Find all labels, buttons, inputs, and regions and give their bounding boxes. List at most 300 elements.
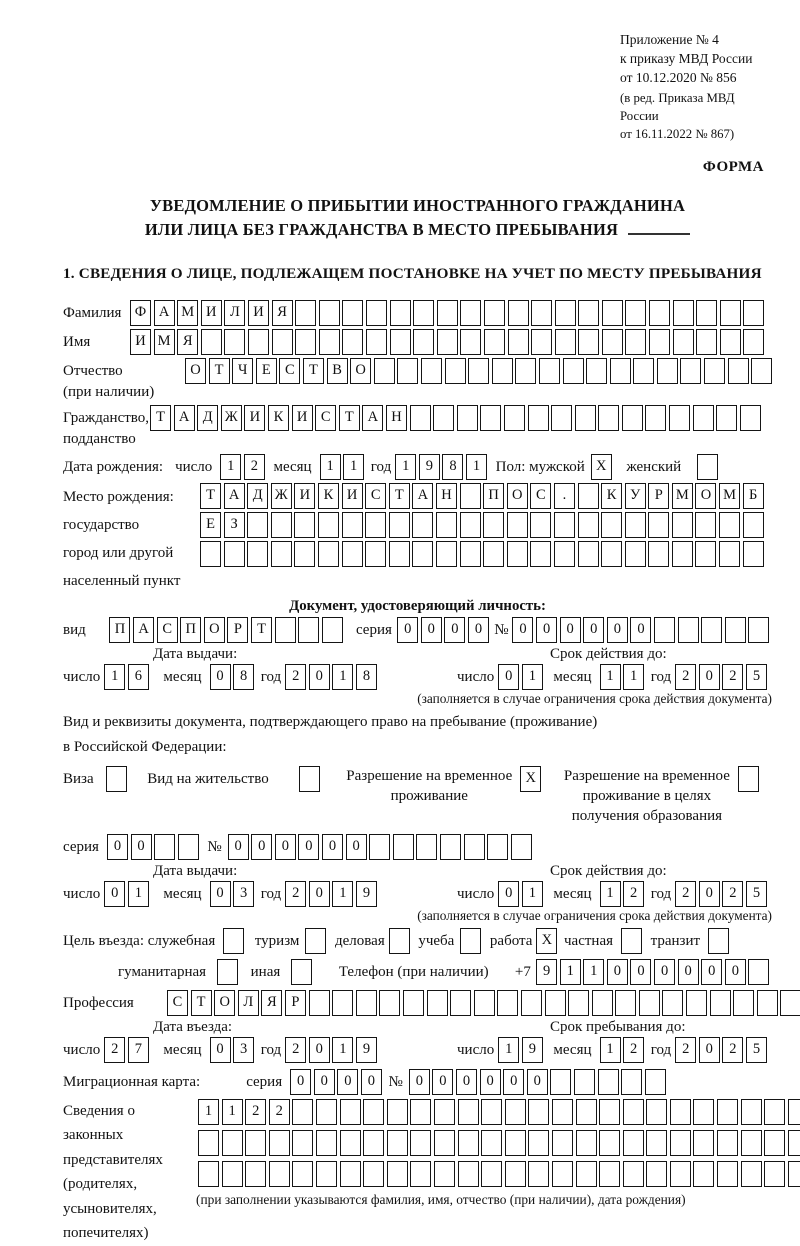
- representatives-labels: [63, 1099, 163, 1246]
- char-box: [481, 1130, 502, 1156]
- char-box: 2: [285, 664, 306, 690]
- char-box: [578, 483, 599, 509]
- appendix-line: Приложение № 4: [620, 32, 719, 47]
- day-label: число: [63, 669, 101, 686]
- char-box: 9: [356, 881, 377, 907]
- char-box: [436, 512, 457, 538]
- char-box: X: [536, 928, 557, 954]
- purpose-transit-label: транзит: [650, 932, 701, 949]
- representatives-label: Сведения о: [63, 1102, 135, 1119]
- char-box: [552, 1099, 573, 1125]
- representatives-row3: [198, 1161, 800, 1187]
- char-box: [316, 1099, 337, 1125]
- char-box: [578, 329, 599, 355]
- char-box: [412, 541, 433, 567]
- char-box: [645, 405, 666, 431]
- char-box: [511, 834, 532, 860]
- birth-date-label: Дата рождения:: [63, 459, 164, 476]
- char-box: 2: [104, 1037, 125, 1063]
- char-box: Л: [238, 990, 259, 1016]
- char-box: И: [201, 300, 222, 326]
- identity-valid-group: [415, 646, 772, 690]
- char-box: [672, 541, 693, 567]
- char-box: [318, 541, 339, 567]
- valid-month-boxes: [600, 664, 647, 690]
- char-box: 0: [503, 1069, 524, 1095]
- char-box: 2: [269, 1099, 290, 1125]
- year-label: год: [260, 669, 282, 686]
- char-box: [460, 300, 481, 326]
- char-box: [397, 358, 418, 384]
- year-label: год: [260, 1041, 282, 1058]
- char-box: И: [244, 405, 265, 431]
- char-box: [575, 405, 596, 431]
- char-box: 0: [498, 664, 519, 690]
- res-issue-year-boxes: [285, 881, 379, 907]
- char-box: Я: [272, 300, 293, 326]
- char-box: [223, 928, 244, 954]
- char-box: 0: [322, 834, 343, 860]
- birth-year-boxes: [395, 454, 489, 480]
- char-box: [693, 1099, 714, 1125]
- char-box: [623, 1161, 644, 1187]
- char-box: А: [412, 483, 433, 509]
- residence-valid-group: [415, 863, 772, 907]
- char-box: [788, 1161, 800, 1187]
- char-box: 0: [107, 834, 128, 860]
- day-label: число: [175, 459, 213, 476]
- edu-residence-label: Разрешение на временное проживание в целях получения образования: [563, 767, 730, 824]
- month-label: месяц: [553, 1041, 592, 1058]
- char-box: 1: [222, 1099, 243, 1125]
- char-box: Р: [227, 617, 248, 643]
- char-box: 0: [699, 1037, 720, 1063]
- char-box: 0: [527, 1069, 548, 1095]
- char-box: [342, 300, 363, 326]
- stay-until-heading: Срок пребывания до:: [550, 1018, 686, 1035]
- purpose-label: Цель въезда: служебная: [63, 932, 216, 949]
- char-box: [217, 959, 238, 985]
- char-box: [365, 541, 386, 567]
- char-box: 1: [466, 454, 487, 480]
- char-box: [648, 512, 669, 538]
- char-box: [741, 1099, 762, 1125]
- char-box: [363, 1161, 384, 1187]
- char-box: [474, 990, 495, 1016]
- residence-permit-label: Вид на жительство: [147, 770, 269, 787]
- birth-place-labels: [63, 483, 200, 595]
- char-box: [403, 990, 424, 1016]
- char-box: О: [350, 358, 371, 384]
- char-box: О: [204, 617, 225, 643]
- month-label: месяц: [553, 885, 592, 902]
- char-box: 0: [498, 881, 519, 907]
- char-box: [178, 834, 199, 860]
- char-box: [550, 1069, 571, 1095]
- option-temp-residence: [346, 766, 544, 806]
- char-box: 0: [456, 1069, 477, 1095]
- identity-issue-group: [63, 646, 415, 690]
- char-box: 2: [285, 1037, 306, 1063]
- char-box: [460, 329, 481, 355]
- char-box: [483, 512, 504, 538]
- char-box: [531, 300, 552, 326]
- char-box: [387, 1099, 408, 1125]
- issue-year-boxes: [285, 664, 379, 690]
- char-box: [458, 1099, 479, 1125]
- char-box: [586, 358, 607, 384]
- field-representatives: [63, 1099, 772, 1246]
- char-box: [322, 617, 343, 643]
- number-label: №: [207, 838, 222, 855]
- char-box: [574, 1069, 595, 1095]
- char-box: 0: [309, 1037, 330, 1063]
- valid-until-heading: Срок действия до:: [550, 646, 667, 663]
- char-box: [247, 541, 268, 567]
- char-box: [440, 834, 461, 860]
- char-box: [625, 300, 646, 326]
- char-box: 0: [409, 1069, 430, 1095]
- purpose-study-checkbox: [460, 928, 484, 954]
- citizenship-sublabel: подданство: [63, 431, 136, 448]
- char-box: Т: [191, 990, 212, 1016]
- entry-month-boxes: [210, 1037, 257, 1063]
- field-identity-doc: [63, 617, 772, 643]
- char-box: К: [318, 483, 339, 509]
- char-box: [427, 990, 448, 1016]
- month-label: месяц: [163, 885, 202, 902]
- char-box: [748, 617, 769, 643]
- char-box: [601, 512, 622, 538]
- char-box: 2: [675, 881, 696, 907]
- char-box: [670, 1161, 691, 1187]
- char-box: [646, 1130, 667, 1156]
- entry-year-boxes: [285, 1037, 379, 1063]
- migration-number-boxes: [409, 1069, 669, 1095]
- char-box: [528, 1099, 549, 1125]
- char-box: 0: [560, 617, 581, 643]
- char-box: А: [174, 405, 195, 431]
- char-box: [719, 541, 740, 567]
- visa-label: Виза: [63, 770, 94, 787]
- char-box: Т: [200, 483, 221, 509]
- birth-place-row1: [200, 483, 772, 509]
- char-box: 5: [746, 881, 767, 907]
- char-box: [751, 358, 772, 384]
- char-box: [363, 1130, 384, 1156]
- char-box: [678, 617, 699, 643]
- char-box: С: [157, 617, 178, 643]
- char-box: [224, 541, 245, 567]
- char-box: [319, 300, 340, 326]
- doc-kind-label: вид: [63, 622, 86, 639]
- residence-permit-checkbox: [291, 766, 323, 792]
- birth-place-row2: [200, 512, 772, 538]
- char-box: [717, 1161, 738, 1187]
- char-box: [106, 766, 127, 792]
- char-box: А: [133, 617, 154, 643]
- residence-issue-group: [63, 863, 415, 907]
- valid-day-boxes: [498, 664, 545, 690]
- char-box: [340, 1161, 361, 1187]
- char-box: [410, 405, 431, 431]
- char-box: [720, 300, 741, 326]
- representatives-label: (родителях,: [63, 1176, 138, 1193]
- char-box: [720, 329, 741, 355]
- issue-day-boxes: [104, 664, 151, 690]
- char-box: [483, 541, 504, 567]
- char-box: [292, 1099, 313, 1125]
- char-box: [701, 617, 722, 643]
- sex-male-checkbox: [591, 454, 615, 480]
- char-box: [294, 541, 315, 567]
- char-box: [316, 1130, 337, 1156]
- char-box: [555, 329, 576, 355]
- char-box: [716, 405, 737, 431]
- char-box: А: [362, 405, 383, 431]
- char-box: [599, 1099, 620, 1125]
- char-box: С: [365, 483, 386, 509]
- char-box: [269, 1130, 290, 1156]
- char-box: [670, 1099, 691, 1125]
- char-box: [740, 405, 761, 431]
- char-box: [693, 1161, 714, 1187]
- char-box: [200, 541, 221, 567]
- char-box: 0: [444, 617, 465, 643]
- char-box: 0: [536, 617, 557, 643]
- char-box: [366, 300, 387, 326]
- form-body: [63, 300, 772, 1246]
- title-blank-underline: [628, 219, 690, 235]
- char-box: [492, 358, 513, 384]
- char-box: Е: [200, 512, 221, 538]
- char-box: 0: [421, 617, 442, 643]
- char-box: [623, 1130, 644, 1156]
- char-box: [450, 990, 471, 1016]
- char-box: [741, 1130, 762, 1156]
- res-valid-year-boxes: [675, 881, 769, 907]
- char-box: [598, 405, 619, 431]
- char-box: [639, 990, 660, 1016]
- char-box: [521, 990, 542, 1016]
- char-box: [695, 541, 716, 567]
- valid-year-boxes: [675, 664, 769, 690]
- year-label: год: [260, 885, 282, 902]
- residence-doc-heading1: Вид и реквизиты документа, подтверждающего право на пребывание (проживание): [63, 714, 598, 731]
- char-box: [247, 512, 268, 538]
- char-box: [646, 1161, 667, 1187]
- char-box: Т: [303, 358, 324, 384]
- char-box: 9: [356, 1037, 377, 1063]
- issue-date-heading: Дата выдачи:: [153, 862, 238, 879]
- char-box: 0: [432, 1069, 453, 1095]
- char-box: [272, 329, 293, 355]
- char-box: [379, 990, 400, 1016]
- char-box: [598, 1069, 619, 1095]
- char-box: [460, 483, 481, 509]
- char-box: С: [530, 483, 551, 509]
- char-box: [365, 512, 386, 538]
- patronymic-boxes: [185, 358, 775, 384]
- char-box: 0: [337, 1069, 358, 1095]
- char-box: [576, 1099, 597, 1125]
- visa-checkbox: [98, 766, 130, 792]
- char-box: [480, 405, 501, 431]
- char-box: [788, 1130, 800, 1156]
- phone-prefix: +7: [514, 963, 531, 980]
- residence-doc-series-number: [63, 834, 772, 860]
- res-valid-month-boxes: [600, 881, 647, 907]
- option-residence-permit: [147, 766, 322, 792]
- char-box: [780, 990, 800, 1016]
- doc-series-boxes: [397, 617, 491, 643]
- res-issue-month-boxes: [210, 881, 257, 907]
- birth-place-label: населенный пункт: [63, 573, 181, 590]
- char-box: 0: [699, 664, 720, 690]
- purpose-other-label: иная: [250, 963, 281, 980]
- appendix-reference: [620, 30, 772, 87]
- stay-until-group: [415, 1019, 772, 1063]
- char-box: [389, 928, 410, 954]
- patronymic-label: Отчество: [63, 363, 123, 380]
- representatives-label: усыновителях,: [63, 1200, 157, 1217]
- char-box: 1: [395, 454, 416, 480]
- char-box: [342, 541, 363, 567]
- char-box: Д: [247, 483, 268, 509]
- year-label: год: [650, 1041, 672, 1058]
- char-box: [733, 990, 754, 1016]
- form-title-line1: УВЕДОМЛЕНИЕ О ПРИБЫТИИ ИНОСТРАННОГО ГРАЖДАНИНА: [149, 196, 686, 216]
- char-box: [578, 541, 599, 567]
- char-box: 0: [468, 617, 489, 643]
- char-box: [271, 512, 292, 538]
- char-box: [410, 1099, 431, 1125]
- char-box: [743, 541, 764, 567]
- char-box: К: [268, 405, 289, 431]
- char-box: В: [327, 358, 348, 384]
- char-box: [648, 541, 669, 567]
- char-box: М: [177, 300, 198, 326]
- residence-series-boxes: [107, 834, 201, 860]
- residence-doc-options: [63, 766, 772, 826]
- residence-doc-heading2: в Российской Федерации:: [63, 739, 227, 756]
- char-box: [410, 1130, 431, 1156]
- char-box: 0: [607, 959, 628, 985]
- char-box: [434, 1161, 455, 1187]
- char-box: [457, 405, 478, 431]
- char-box: 0: [361, 1069, 382, 1095]
- month-label: месяц: [273, 459, 312, 476]
- char-box: [445, 358, 466, 384]
- char-box: Е: [256, 358, 277, 384]
- char-box: [673, 329, 694, 355]
- char-box: [695, 512, 716, 538]
- char-box: [539, 358, 560, 384]
- char-box: [528, 1161, 549, 1187]
- char-box: [468, 358, 489, 384]
- char-box: 0: [630, 959, 651, 985]
- field-profession: [63, 990, 772, 1016]
- char-box: [460, 512, 481, 538]
- day-label: число: [63, 1041, 101, 1058]
- entry-date-heading: Дата въезда:: [153, 1018, 233, 1035]
- char-box: [545, 990, 566, 1016]
- char-box: [507, 541, 528, 567]
- char-box: 0: [298, 834, 319, 860]
- char-box: [568, 990, 589, 1016]
- char-box: 0: [228, 834, 249, 860]
- char-box: [437, 329, 458, 355]
- forma-label: ФОРМА: [702, 159, 764, 176]
- char-box: [481, 1099, 502, 1125]
- char-box: [599, 1161, 620, 1187]
- issue-date-heading: Дата выдачи:: [153, 646, 238, 663]
- char-box: [508, 329, 529, 355]
- purpose-official-checkbox: [223, 928, 247, 954]
- entry-date-group: [63, 1019, 415, 1063]
- char-box: [332, 990, 353, 1016]
- char-box: 2: [623, 881, 644, 907]
- char-box: [437, 300, 458, 326]
- char-box: И: [248, 300, 269, 326]
- char-box: [340, 1130, 361, 1156]
- birth-place-label: государство: [63, 517, 140, 534]
- name-label: Имя: [63, 334, 91, 351]
- representatives-note: (при заполнении указываются фамилия, имя, отчество (при наличии), дата рождения): [196, 1191, 686, 1207]
- stay-month-boxes: [600, 1037, 647, 1063]
- char-box: Р: [285, 990, 306, 1016]
- appendix-line: от 10.12.2020 № 856: [620, 70, 737, 86]
- char-box: [309, 990, 330, 1016]
- char-box: 2: [285, 881, 306, 907]
- birth-month-boxes: [320, 454, 367, 480]
- char-box: А: [154, 300, 175, 326]
- char-box: [245, 1161, 266, 1187]
- char-box: [738, 766, 759, 792]
- char-box: З: [224, 512, 245, 538]
- char-box: [295, 300, 316, 326]
- day-label: число: [63, 885, 101, 902]
- char-box: [708, 928, 729, 954]
- migration-series-boxes: [290, 1069, 384, 1095]
- char-box: [680, 358, 701, 384]
- temp-residence-checkbox: [512, 766, 544, 792]
- doc-number-label: №: [494, 622, 509, 639]
- field-birth-place: [63, 483, 772, 595]
- char-box: [295, 329, 316, 355]
- char-box: [198, 1130, 219, 1156]
- char-box: 0: [210, 881, 231, 907]
- char-box: 2: [623, 1037, 644, 1063]
- char-box: [305, 928, 326, 954]
- option-visa: [63, 766, 129, 792]
- char-box: П: [180, 617, 201, 643]
- purpose-study-label: учеба: [418, 932, 455, 949]
- char-box: С: [279, 358, 300, 384]
- char-box: [693, 405, 714, 431]
- purpose-work-label: работа: [489, 932, 533, 949]
- char-box: [622, 405, 643, 431]
- char-box: [686, 990, 707, 1016]
- char-box: 0: [725, 959, 746, 985]
- field-surname: [63, 300, 772, 326]
- char-box: [248, 329, 269, 355]
- char-box: [421, 358, 442, 384]
- char-box: 2: [722, 881, 743, 907]
- char-box: [291, 959, 312, 985]
- char-box: [654, 617, 675, 643]
- char-box: 1: [104, 664, 125, 690]
